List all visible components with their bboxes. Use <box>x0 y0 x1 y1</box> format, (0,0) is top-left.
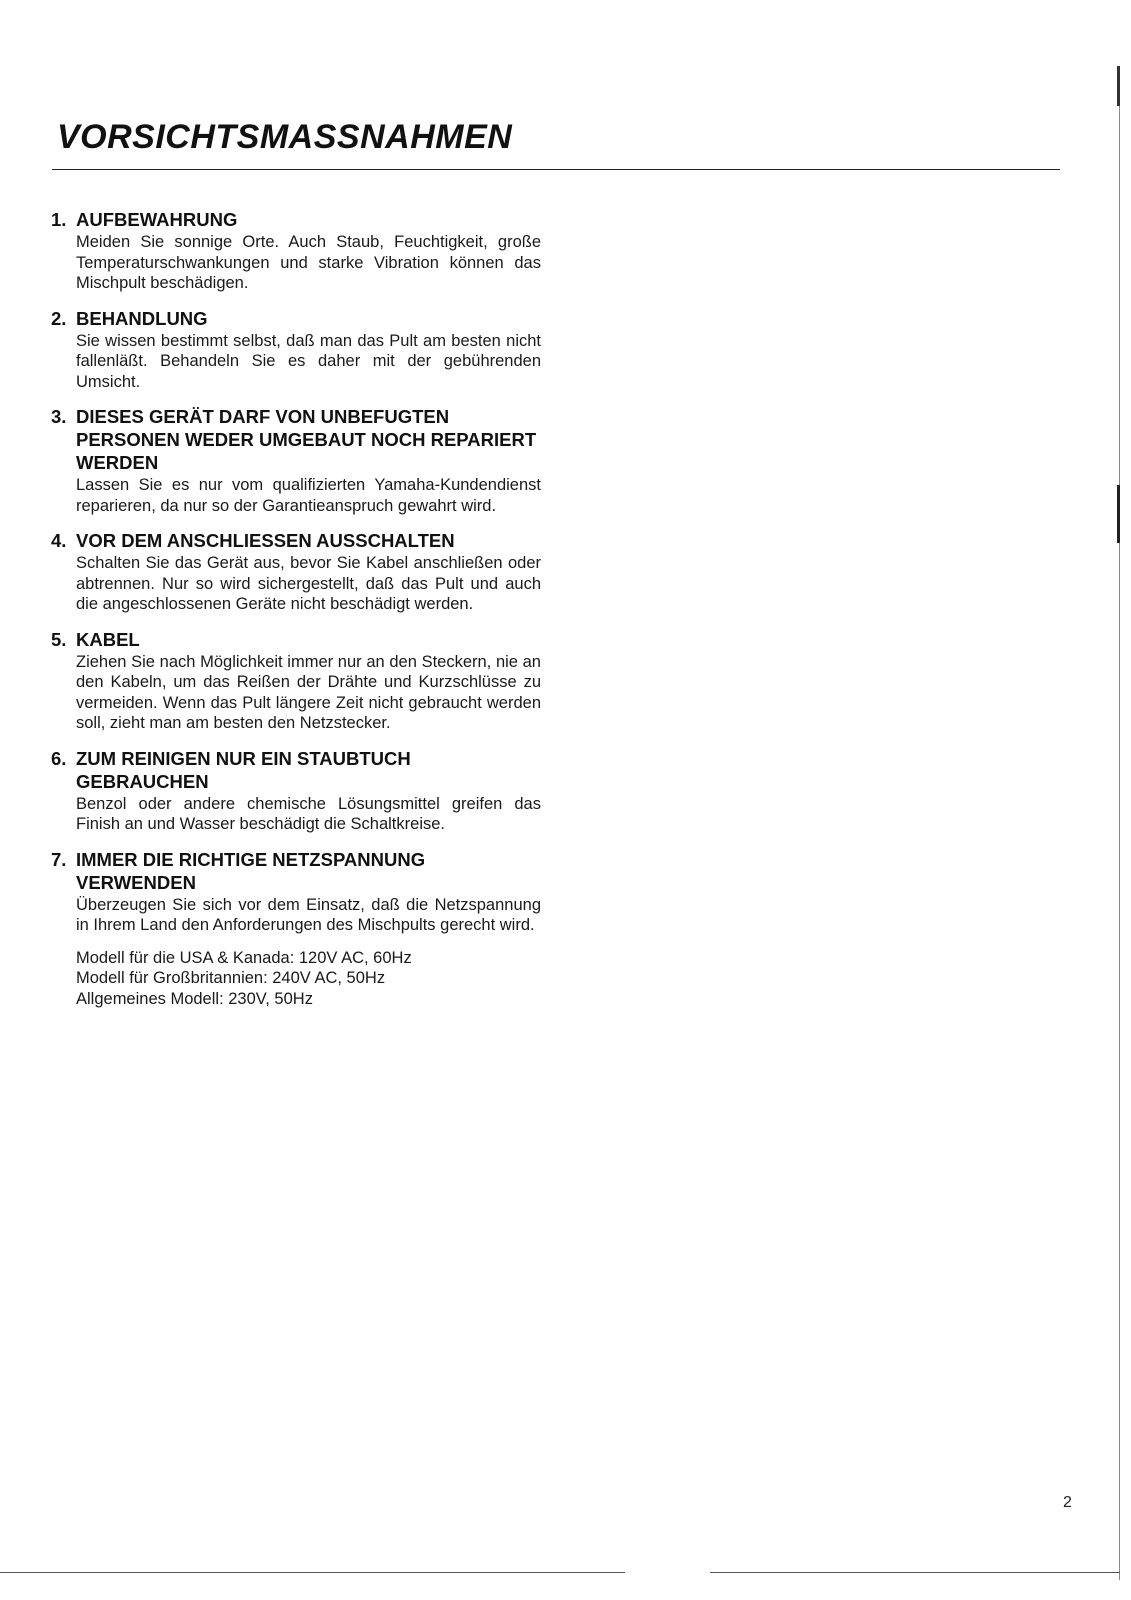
section-number: 2. <box>51 307 67 329</box>
bottom-rule <box>710 1572 1120 1573</box>
section-number: 5. <box>51 628 67 650</box>
section-number: 1. <box>51 209 67 230</box>
title-rule <box>52 169 1060 170</box>
section-body: Meiden Sie sonnige Orte. Auch Staub, Feuchtigkeit, große Temperaturschwankungen und starke Vibration können das Mischpult beschädigen. <box>76 233 541 292</box>
section-body: Schalten Sie das Gerät aus, bevor Sie Kabel anschließen oder abtrennen. Nur so wird sichergestellt, daß das Pult und auch die angeschlossenen Geräte nicht beschädigt werden. <box>76 554 541 613</box>
section-cleaning <box>51 747 541 835</box>
bottom-rule <box>0 1572 625 1573</box>
section-number: 3. <box>51 406 67 427</box>
model-voltage-list <box>76 948 541 1010</box>
section-heading <box>51 208 541 231</box>
section-body: Überzeugen Sie sich vor dem Einsatz, daß die Netzspannung in Ihrem Land den Anforderungen des Mischpults gerecht wird. <box>76 895 541 934</box>
section-body: Benzol oder andere chemische Lösungsmittel greifen das Finish an und Wasser beschädigt die Schaltkreise. <box>76 794 541 833</box>
section-heading <box>51 307 541 330</box>
section-cables <box>51 628 541 734</box>
section-title: DIESES GERÄT DARF VON UNBEFUGTEN PERSONEN WEDER UMGEBAUT NOCH REPARIERT WERDEN <box>76 406 537 473</box>
model-voltage-line: Modell für Großbritannien: 240V AC, 50Hz <box>76 969 386 987</box>
model-voltage-line: Allgemeines Modell: 230V, 50Hz <box>76 989 313 1008</box>
page-number: 2 <box>1063 1494 1072 1511</box>
section-number: 6. <box>51 747 67 769</box>
section-heading <box>51 529 541 552</box>
section-heading <box>51 848 541 894</box>
precautions-list <box>51 208 541 1022</box>
section-heading <box>51 405 541 474</box>
section-title: KABEL <box>76 628 140 650</box>
page-edge-line <box>1119 70 1120 1580</box>
section-title: ZUM REINIGEN NUR EIN STAUBTUCH GEBRAUCHEN <box>76 747 411 792</box>
section-title: VOR DEM ANSCHLIESSEN AUSSCHALTEN <box>76 530 455 551</box>
edge-mark <box>1117 485 1120 543</box>
section-voltage <box>51 848 541 1010</box>
section-heading <box>51 747 541 793</box>
section-title: IMMER DIE RICHTIGE NETZSPANNUNG VERWENDEN <box>76 848 426 893</box>
section-body: Ziehen Sie nach Möglichkeit immer nur an den Steckern, nie an den Kabeln, um das Reißen der Drähte und Kurzschlüsse zu vermeiden. Wenn das Pult längere Zeit nicht gebraucht werden soll, zieht man am besten den Netzstecker. <box>76 652 541 732</box>
model-voltage-line: Modell für die USA & Kanada: 120V AC, 60Hz <box>76 948 412 967</box>
section-heading <box>51 628 541 651</box>
section-body: Lassen Sie es nur vom qualifizierten Yamaha-Kundendienst reparieren, da nur so der Garantieanspruch gewahrt wird. <box>76 476 541 515</box>
section-no-modification <box>51 405 541 516</box>
section-storage <box>51 208 541 294</box>
section-number: 4. <box>51 530 67 551</box>
section-title: BEHANDLUNG <box>76 307 208 329</box>
section-body: Sie wissen bestimmt selbst, daß man das Pult am besten nicht fallenläßt. Behandeln Sie es daher mit der gebührenden Umsicht. <box>76 331 541 391</box>
section-title: AUFBEWAHRUNG <box>76 209 238 230</box>
section-handling <box>51 307 541 393</box>
section-power-off <box>51 529 541 615</box>
edge-mark-top <box>1117 66 1120 106</box>
page-title: VORSICHTSMASSNAHMEN <box>57 118 513 156</box>
section-number: 7. <box>51 848 67 870</box>
